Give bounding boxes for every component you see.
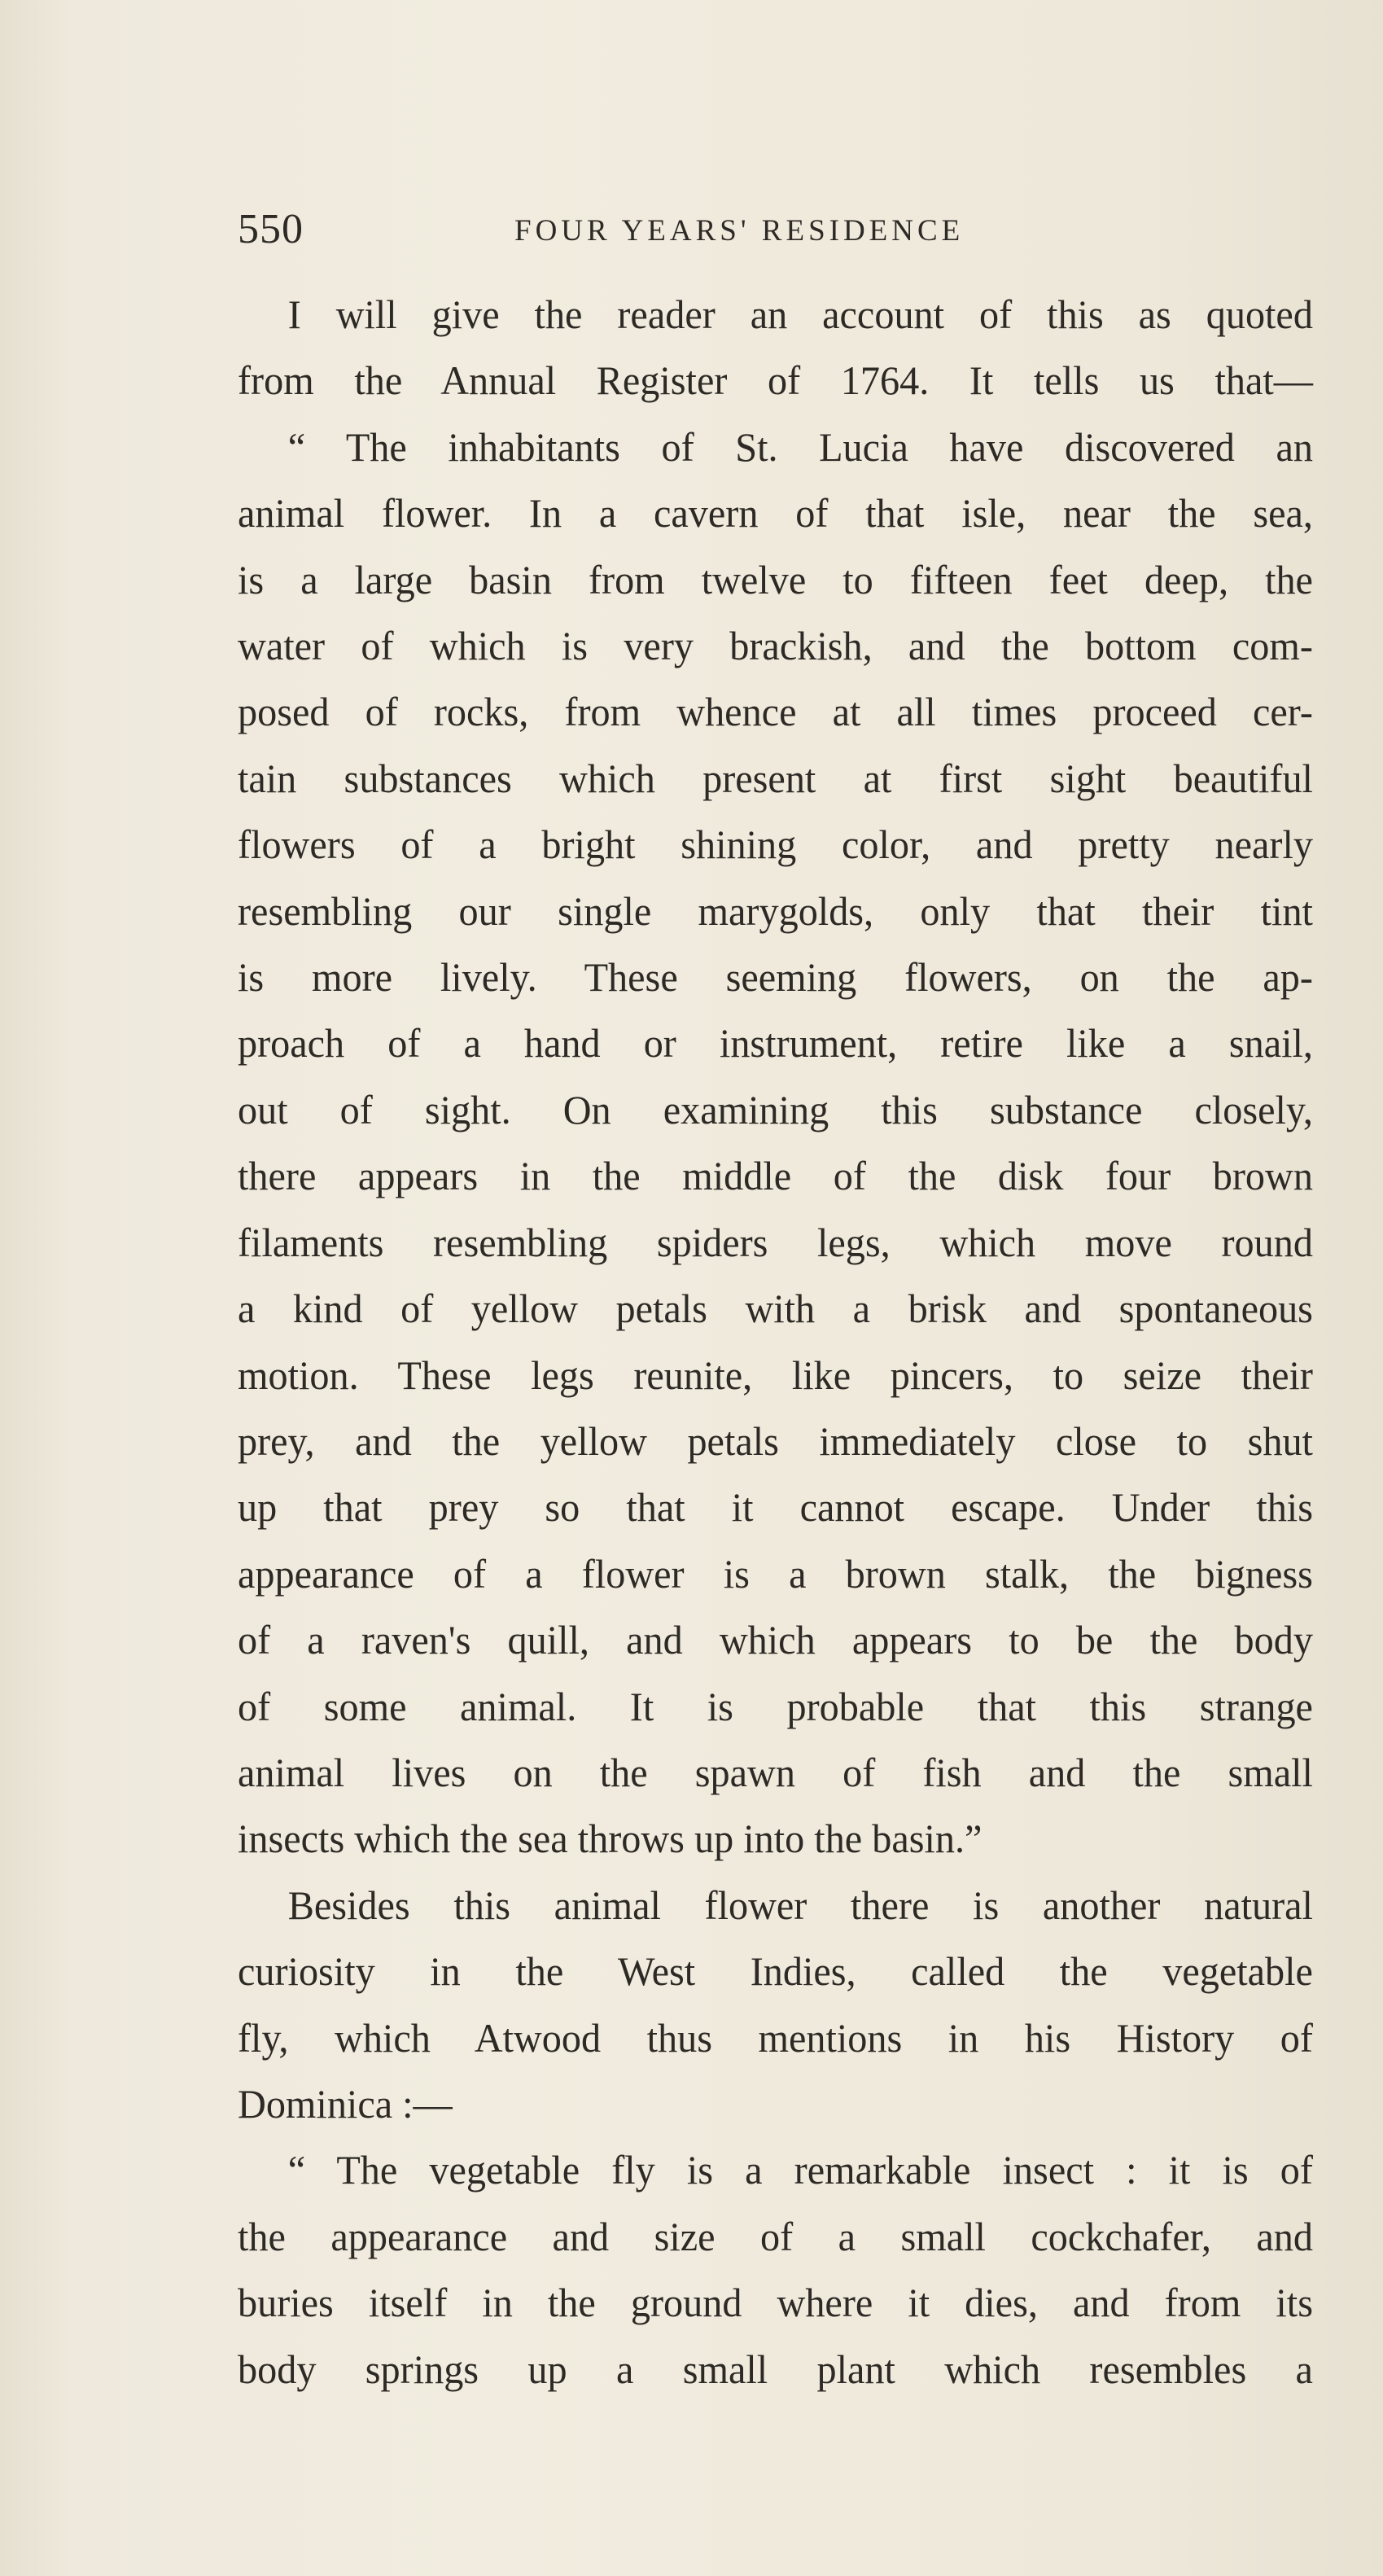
text-line: “ The inhabitants of St. Lucia have discovered an [287, 423, 1313, 470]
text-line: I will give the reader an account of this as quoted [287, 291, 1313, 337]
text-line: of some animal. It is probable that this strange [238, 1683, 1313, 1729]
text-line: up that prey so that it cannot escape. Under this [238, 1484, 1313, 1531]
text-line: water of which is very brackish, and the bottom com- [238, 623, 1313, 669]
text-line: flowers of a bright shining color, and pretty nearly [238, 821, 1313, 868]
text-line: Dominica :— [238, 2080, 453, 2127]
text-line: proach of a hand or instrument, retire like a snail, [238, 1020, 1313, 1067]
page-header [238, 205, 1060, 254]
text-line: is a large basin from twelve to fifteen feet deep, the [238, 556, 1313, 602]
text-line: a kind of yellow petals with a brisk and spontaneous [238, 1286, 1313, 1332]
text-line: of a raven's quill, and which appears to be the body [238, 1617, 1313, 1663]
text-line: animal flower. In a cavern of that isle, near the sea, [238, 490, 1313, 537]
text-line: fly, which Atwood thus mentions in his History of [238, 2014, 1313, 2061]
text-line: buries itself in the ground where it dies, and from its [238, 2280, 1313, 2326]
text-line: out of sight. On examining this substance closely, [238, 1086, 1313, 1132]
text-line: curiosity in the West Indies, called the vegetable [238, 1948, 1313, 1995]
text-line: is more lively. These seeming flowers, on the ap- [238, 954, 1313, 1001]
text-line: appearance of a flower is a brown stalk, the bigness [238, 1550, 1313, 1597]
text-line: Besides this animal flower there is another natural [287, 1882, 1313, 1928]
text-line: insects which the sea throws up into the basin.” [238, 1816, 983, 1862]
text-line: prey, and the yellow petals immediately close to shut [238, 1417, 1313, 1464]
text-line: tain substances which present at first sight beautiful [238, 755, 1313, 801]
text-line: “ The vegetable fly is a remarkable insect : it is of [287, 2147, 1313, 2193]
text-line: filaments resembling spiders legs, which move round [238, 1219, 1313, 1265]
text-line: there appears in the middle of the disk four brown [238, 1153, 1313, 1199]
body-text [238, 282, 1313, 2403]
text-line: animal lives on the spawn of fish and the small [238, 1749, 1313, 1795]
text-line: motion. These legs reunite, like pincers, to seize their [238, 1352, 1313, 1398]
text-line: from the Annual Register of 1764. It tells us that— [238, 357, 1313, 404]
text-line: body springs up a small plant which resembles a [238, 2346, 1313, 2392]
text-line: posed of rocks, from whence at all times proceed cer- [238, 689, 1313, 735]
page-number: 550 [238, 206, 304, 252]
text-line: the appearance and size of a small cockchafer, and [238, 2213, 1313, 2259]
text-line: resembling our single marygolds, only that their tint [238, 887, 1313, 934]
running-head: FOUR YEARS' RESIDENCE [514, 214, 965, 248]
